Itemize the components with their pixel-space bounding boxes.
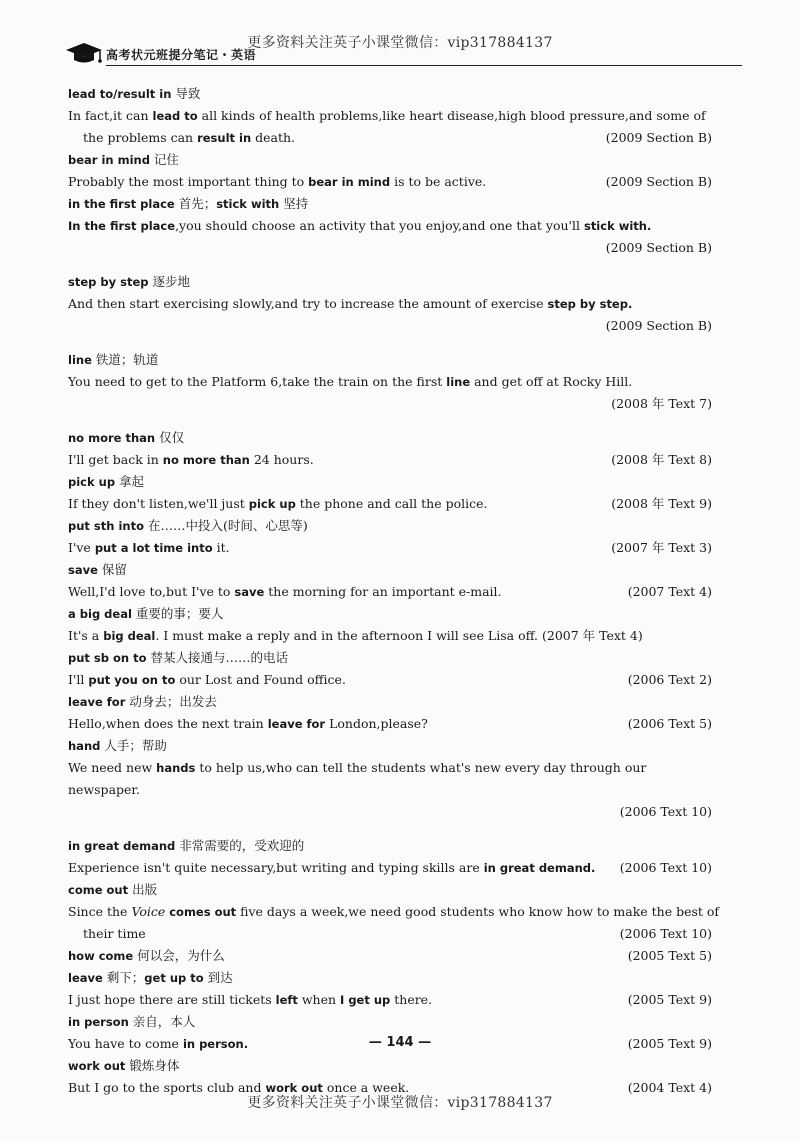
example-keyword: in person. xyxy=(182,1037,249,1051)
example-sentence xyxy=(68,171,720,193)
example-fragment: ,you should choose an activity that you enjoy,and one that you'll xyxy=(175,218,584,233)
example-text xyxy=(68,901,720,923)
example-text xyxy=(68,215,720,237)
phrase-entry xyxy=(68,515,720,559)
example-keyword: leave for xyxy=(267,717,326,731)
phrase-entry xyxy=(68,193,720,259)
phrase-gloss: 仅仅 xyxy=(155,430,185,445)
phrase-entry xyxy=(68,471,720,515)
example-fragment: Well,I'd love to,but I've to xyxy=(68,584,235,599)
example-fragment: You have to come xyxy=(68,1036,183,1051)
example-sentence xyxy=(68,581,720,603)
phrase-gloss: 何以会，为什么 xyxy=(133,948,225,963)
watermark-bottom: 更多资料关注英子小课堂微信：vip317884137 xyxy=(247,1095,553,1111)
example-source: (2007 年 Text 3) xyxy=(611,540,712,555)
example-fragment: I've xyxy=(68,540,95,555)
example-fragment: and get off at Rocky Hill. xyxy=(470,374,633,389)
example-keyword: hands xyxy=(156,761,196,775)
phrase-heading xyxy=(68,1011,720,1033)
page-header xyxy=(62,38,742,68)
phrase-entry xyxy=(68,647,720,691)
example-fragment: We need new xyxy=(68,760,157,775)
example-source: (2009 Section B) xyxy=(605,240,712,255)
example-source: (2006 Text 2) xyxy=(627,672,712,687)
phrase-term: put sb on to xyxy=(68,651,147,665)
phrase-heading xyxy=(68,1055,720,1077)
example-fragment: all kinds of health problems,like heart disease,high blood pressure,and some of xyxy=(197,108,706,123)
example-sentence xyxy=(68,537,720,559)
example-text xyxy=(68,669,720,691)
phrase-term: stick with xyxy=(216,197,280,211)
example-fragment: when xyxy=(297,992,341,1007)
phrase-gloss: 出版 xyxy=(128,882,158,897)
example-fragment: Hello,when does the next train xyxy=(68,716,268,731)
phrase-entry xyxy=(68,735,720,823)
phrase-entry xyxy=(68,945,720,967)
watermark-top: 更多资料关注英子小课堂微信：vip317884137 xyxy=(247,35,553,51)
example-keyword: Voice xyxy=(131,904,166,919)
example-fragment: I'll xyxy=(68,672,89,687)
example-fragment: to help us,who can tell the students what's new every day through our newspaper. xyxy=(68,760,647,797)
phrase-heading xyxy=(68,427,720,449)
phrase-heading xyxy=(68,879,720,901)
phrase-term: lead to/result in xyxy=(68,87,172,101)
phrase-heading xyxy=(68,603,720,625)
example-source: (2005 Text 5) xyxy=(627,948,712,963)
example-keyword: work out xyxy=(265,1081,323,1095)
phrase-gloss: 铁道；轨道 xyxy=(91,352,159,367)
phrase-heading xyxy=(68,349,720,371)
example-keyword: lead to xyxy=(152,109,198,123)
phrase-heading xyxy=(68,967,720,989)
phrase-entry xyxy=(68,967,720,1011)
example-text xyxy=(68,293,720,315)
example-sentence xyxy=(68,857,720,879)
phrase-gloss: 非常需要的，受欢迎的 xyxy=(175,838,305,853)
example-source: (2009 Section B) xyxy=(605,318,712,333)
example-source: (2007 Text 4) xyxy=(627,584,712,599)
example-keyword: pick up xyxy=(248,497,296,511)
phrase-term: in person xyxy=(68,1015,129,1029)
header-title: 高考状元班提分笔记・英语 xyxy=(106,48,257,62)
example-fragment: In fact,it can xyxy=(68,108,153,123)
phrase-term: bear in mind xyxy=(68,153,150,167)
example-source: (2005 Text 9) xyxy=(627,1036,712,1051)
phrase-gloss: 坚持 xyxy=(279,196,309,211)
phrase-gloss: 亲自，本人 xyxy=(128,1014,196,1029)
phrase-gloss: 保留 xyxy=(97,562,127,577)
entry-spacer xyxy=(68,415,720,427)
phrase-term: leave xyxy=(68,971,103,985)
phrase-gloss: 导致 xyxy=(171,86,201,101)
phrase-heading xyxy=(68,193,720,215)
example-fragment: But I go to the sports club and xyxy=(68,1080,266,1095)
phrase-entry xyxy=(68,603,720,647)
example-fragment: And then start exercising slowly,and try to increase the amount of exercise xyxy=(68,296,548,311)
phrase-entry xyxy=(68,559,720,603)
phrase-entry xyxy=(68,83,720,149)
example-sentence xyxy=(68,713,720,735)
example-source: (2009 Section B) xyxy=(605,174,712,189)
phrase-heading xyxy=(68,691,720,713)
example-fragment: the morning for an important e-mail. xyxy=(264,584,502,599)
example-fragment: I'll get back in xyxy=(68,452,163,467)
phrase-gloss: 重要的事；要人 xyxy=(131,606,224,621)
phrase-gloss: 首先； xyxy=(174,196,217,211)
example-source: (2006 Text 10) xyxy=(619,860,712,875)
phrase-gloss: 到达 xyxy=(203,970,233,985)
phrase-term: step by step xyxy=(68,275,149,289)
phrase-entry xyxy=(68,879,720,945)
example-fragment: Probably the most important thing to xyxy=(68,174,309,189)
phrase-gloss: 动身去；出发去 xyxy=(125,694,217,709)
example-fragment: . I must make a reply and in the afternoon I will see Lisa off. (2007 年 Text 4) xyxy=(155,628,643,643)
example-source: (2006 Text 5) xyxy=(627,716,712,731)
phrase-term: leave for xyxy=(68,695,126,709)
entry-spacer xyxy=(68,823,720,835)
example-fragment: death. xyxy=(251,130,296,145)
phrase-gloss: 拿起 xyxy=(115,474,145,489)
example-text xyxy=(68,105,720,127)
phrase-entry xyxy=(68,271,720,337)
example-fragment: our Lost and Found office. xyxy=(175,672,346,687)
example-source: (2008 年 Text 7) xyxy=(611,396,712,411)
header-rule xyxy=(106,65,742,66)
example-source: (2005 Text 9) xyxy=(627,992,712,1007)
example-text xyxy=(68,625,720,647)
example-sentence xyxy=(68,493,720,515)
example-fragment: once a week. xyxy=(322,1080,410,1095)
example-fragment: Since the xyxy=(68,904,132,919)
phrase-heading xyxy=(68,559,720,581)
example-fragment: Experience isn't quite necessary,but writing and typing skills are xyxy=(68,860,484,875)
example-sentence xyxy=(68,625,720,647)
example-text xyxy=(68,757,720,801)
phrase-gloss: 替某人接通与……的电话 xyxy=(146,650,288,665)
example-source: (2006 Text 10) xyxy=(619,926,712,941)
phrase-term: how come xyxy=(68,949,134,963)
example-fragment: If they don't listen,we'll just xyxy=(68,496,249,511)
example-sentence xyxy=(68,293,720,315)
phrase-heading xyxy=(68,735,720,757)
phrase-entry xyxy=(68,427,720,471)
example-fragment: London,please? xyxy=(325,716,428,731)
phrase-heading xyxy=(68,835,720,857)
entry-spacer xyxy=(68,259,720,271)
entry-spacer xyxy=(68,337,720,349)
example-source: (2006 Text 10) xyxy=(619,804,712,819)
phrase-heading xyxy=(68,149,720,171)
phrase-term: get up to xyxy=(144,971,204,985)
phrase-term: save xyxy=(68,563,98,577)
example-fragment: 24 hours. xyxy=(249,452,314,467)
example-fragment: five days a week,we need good students who know how to make the best of xyxy=(236,904,720,919)
example-keyword: left xyxy=(275,993,298,1007)
example-text xyxy=(68,371,720,393)
phrase-gloss: 人手；帮助 xyxy=(100,738,167,753)
example-keyword: in great demand. xyxy=(483,861,596,875)
phrase-entry xyxy=(68,349,720,415)
example-sentence xyxy=(68,215,720,237)
example-keyword: I get up xyxy=(340,993,391,1007)
example-keyword: no more than xyxy=(162,453,250,467)
example-source: (2004 Text 4) xyxy=(627,1080,712,1095)
phrase-term: in great demand xyxy=(68,839,176,853)
graduation-cap-icon xyxy=(62,40,106,66)
phrase-term: work out xyxy=(68,1059,126,1073)
example-fragment: I just hope there are still tickets xyxy=(68,992,276,1007)
phrase-term: hand xyxy=(68,739,101,753)
phrase-term: a big deal xyxy=(68,607,132,621)
example-keyword: put a lot time into xyxy=(94,541,213,555)
example-fragment: it. xyxy=(212,540,230,555)
example-fragment: the phone and call the police. xyxy=(295,496,488,511)
example-keyword: In the first place xyxy=(68,219,176,233)
example-text xyxy=(68,581,720,603)
example-sentence xyxy=(68,449,720,471)
example-sentence xyxy=(68,901,720,923)
example-sentence xyxy=(68,923,720,945)
phrase-heading xyxy=(68,647,720,669)
phrase-gloss: 锻炼身体 xyxy=(125,1058,180,1073)
example-keyword: big deal xyxy=(103,629,156,643)
phrase-heading xyxy=(68,83,720,105)
example-sentence xyxy=(68,989,720,1011)
phrase-heading xyxy=(68,515,720,537)
example-keyword: stick with. xyxy=(583,219,652,233)
example-keyword: result in xyxy=(197,131,252,145)
example-source: (2009 Section B) xyxy=(605,130,712,145)
phrase-gloss: 记住 xyxy=(149,152,179,167)
phrase-gloss: 在……中投入(时间、心思等) xyxy=(143,518,308,533)
example-sentence xyxy=(68,371,720,393)
phrase-term: come out xyxy=(68,883,129,897)
example-keyword: save xyxy=(234,585,265,599)
example-source: (2008 年 Text 8) xyxy=(611,452,712,467)
example-source: (2008 年 Text 9) xyxy=(611,496,712,511)
phrase-term: line xyxy=(68,353,92,367)
phrase-term: in the first place xyxy=(68,197,175,211)
example-keyword: put you on to xyxy=(88,673,176,687)
example-keyword: line xyxy=(446,375,471,389)
page-number: — 144 — xyxy=(368,1035,432,1050)
example-fragment: It's a xyxy=(68,628,104,643)
phrase-entry xyxy=(68,691,720,735)
example-text xyxy=(68,713,720,735)
example-sentence xyxy=(68,127,720,149)
example-fragment: there. xyxy=(390,992,433,1007)
example-keyword: step by step. xyxy=(547,297,633,311)
phrase-list xyxy=(68,83,720,1099)
phrase-heading xyxy=(68,271,720,293)
phrase-gloss: 逐步地 xyxy=(148,274,190,289)
phrase-term: no more than xyxy=(68,431,156,445)
phrase-term: put sth into xyxy=(68,519,144,533)
example-fragment: is to be active. xyxy=(390,174,487,189)
phrase-gloss: 剩下； xyxy=(102,970,145,985)
phrase-heading xyxy=(68,945,720,967)
example-fragment: You need to get to the Platform 6,take the train on the first xyxy=(68,374,447,389)
example-sentence xyxy=(68,105,720,127)
example-sentence xyxy=(68,757,720,801)
phrase-entry xyxy=(68,835,720,879)
example-keyword: bear in mind xyxy=(308,175,391,189)
example-text xyxy=(68,989,720,1011)
example-fragment: their time xyxy=(83,926,146,941)
example-fragment: the problems can xyxy=(83,130,198,145)
example-keyword: comes out xyxy=(169,905,237,919)
example-sentence xyxy=(68,669,720,691)
phrase-heading xyxy=(68,471,720,493)
phrase-entry xyxy=(68,149,720,193)
phrase-term: pick up xyxy=(68,475,116,489)
